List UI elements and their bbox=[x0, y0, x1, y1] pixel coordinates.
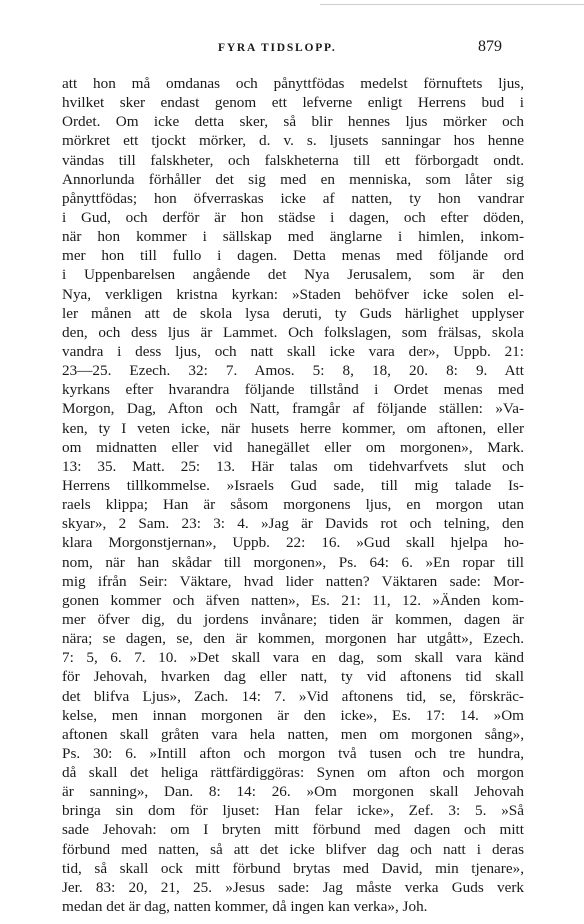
text-line: i Gud, och derför är hon städse i dagen, och efter döden, bbox=[62, 208, 524, 226]
text-line: Annorlunda förhåller det sig med en menniska, som låter sig bbox=[62, 170, 524, 188]
top-rule bbox=[320, 4, 584, 5]
body-text bbox=[62, 74, 524, 916]
text-line: då skall det heliga rättfärdiggöras: Synen om afton och morgon bbox=[62, 764, 524, 782]
text-line: tid, så skall ock mitt förbund brytas med David, min tjenare», bbox=[62, 859, 524, 877]
text-line: 23—25. Ezech. 32: 7. Amos. 5: 8, 18, 20. 8: 9. Att bbox=[62, 362, 524, 380]
page-number: 879 bbox=[478, 38, 502, 55]
text-line: att hon må omdanas och pånyttfödas medelst förnuftets ljus, bbox=[62, 75, 524, 92]
text-line: 7: 5, 6. 7. 10. »Det skall vara en dag, som skall vara känd bbox=[62, 649, 524, 667]
text-line: ler månen att de skola lysa deruti, ty Guds härlighet upplyser bbox=[62, 304, 524, 322]
text-line: Jer. 83: 20, 21, 25. »Jesus sade: Jag måste verka Guds verk bbox=[62, 878, 524, 896]
text-line: Ps. 30: 6. »Intill afton och morgon två tusen och tre hundra, bbox=[62, 744, 524, 762]
text-line: Ordet. Om icke detta sker, så blir hennes ljus mörker och bbox=[62, 113, 524, 131]
running-title: FYRA TIDSLOPP. bbox=[218, 42, 337, 54]
text-line: ken, ty I veten icke, när husets herre kommer, om aftonen, eller bbox=[62, 419, 524, 437]
text-line: det blifva Ljus», Zach. 14: 7. »Vid aftonens tid, se, förskräc- bbox=[62, 687, 524, 705]
text-line: mer öfver dig, du jordens invånare; tiden är kommen, dagen är bbox=[62, 610, 524, 628]
text-line: vandra i dess ljus, och natt skall icke vara der», Uppb. 21: bbox=[62, 342, 524, 360]
text-line: vändas till falskheter, och falskheterna till ett förborgadt ondt. bbox=[62, 151, 524, 169]
text-line: kelse, men innan morgonen är den icke», Es. 17: 14. »Om bbox=[62, 706, 524, 724]
text-line: Herrens tillkommelse. »Israels Gud sade, till mig talade Is- bbox=[62, 476, 524, 494]
text-line: pånyttfödas; hon öfverraskas icke af natten, ty hon vandrar bbox=[62, 189, 524, 207]
text-line: mörkret ett tjockt mörker, d. v. s. ljusets sanningar hos henne bbox=[62, 132, 524, 150]
text-line: sade Jehovah: om I bryten mitt förbund med dagen och mitt bbox=[62, 821, 524, 839]
text-line: den, och dess ljus är Lammet. Och folkslagen, som frälsas, skola bbox=[62, 323, 524, 341]
text-line: 13: 35. Matt. 25: 13. Här talas om tidehvarfvets slut och bbox=[62, 457, 524, 475]
text-line: gonen kommer och äfven natten», Es. 21: 11, 12. »Änden kom- bbox=[62, 591, 524, 609]
text-line: hvilket sker endast genom ett lefverne enligt Herrens bud i bbox=[62, 94, 524, 112]
text-line: raels klippa; Han är såsom morgonens ljus, en morgon utan bbox=[62, 496, 524, 514]
text-line: när hon kommer i sällskap med änglarne i himlen, inkom- bbox=[62, 228, 524, 246]
text-line: är sanning», Dan. 8: 14: 26. »Om morgonen skall Jehovah bbox=[62, 783, 524, 801]
text-line: kyrkans efter hvarandra följande tillstånd i Ordet menas med bbox=[62, 381, 524, 399]
text-line: mig ifrån Seir: Väktare, hvad lider natten? Väktaren sade: Mor- bbox=[62, 572, 524, 590]
text-line: för Jehovah, hvarken dag eller natt, ty vid aftonens tid skall bbox=[62, 668, 524, 686]
text-line: skyar», 2 Sam. 23: 3: 4. »Jag är Davids rot och telning, den bbox=[62, 515, 524, 533]
text-line: nom, när han skådar till morgonen», Ps. 64: 6. »En ropar till bbox=[62, 553, 524, 571]
text-line: Nya, verkligen kristna kyrkan: »Staden behöfver icke solen el- bbox=[62, 285, 524, 303]
text-line: klara Morgonstjernan», Uppb. 22: 16. »Gud skall hjelpa ho- bbox=[62, 534, 524, 552]
text-line: i Uppenbarelsen angående det Nya Jerusalem, som är den bbox=[62, 266, 524, 284]
text-line: mer hon till fullo i dagen. Detta menas med följande ord bbox=[62, 247, 524, 265]
text-line: aftonen skall gråten vara hela natten, men om morgonen sång», bbox=[62, 725, 524, 743]
text-line: nära; se dagen, se, den är kommen, morgonen har utgått», Ezech. bbox=[62, 630, 524, 648]
text-line: Morgon, Dag, Afton och Natt, framgår af följande ställen: »Va- bbox=[62, 400, 524, 418]
text-line: medan det är dag, natten kommer, då ingen kan verka», Joh. bbox=[62, 898, 428, 916]
text-line: bringa sin dom för ljuset: Han felar icke», Zef. 3: 5. »Så bbox=[62, 802, 524, 820]
page-header bbox=[0, 36, 584, 60]
text-line: förbund med natten, så att det icke blifver dag och natt i deras bbox=[62, 840, 524, 858]
text-line: om midnatten eller vid hanegället eller om morgonen», Mark. bbox=[62, 438, 524, 456]
